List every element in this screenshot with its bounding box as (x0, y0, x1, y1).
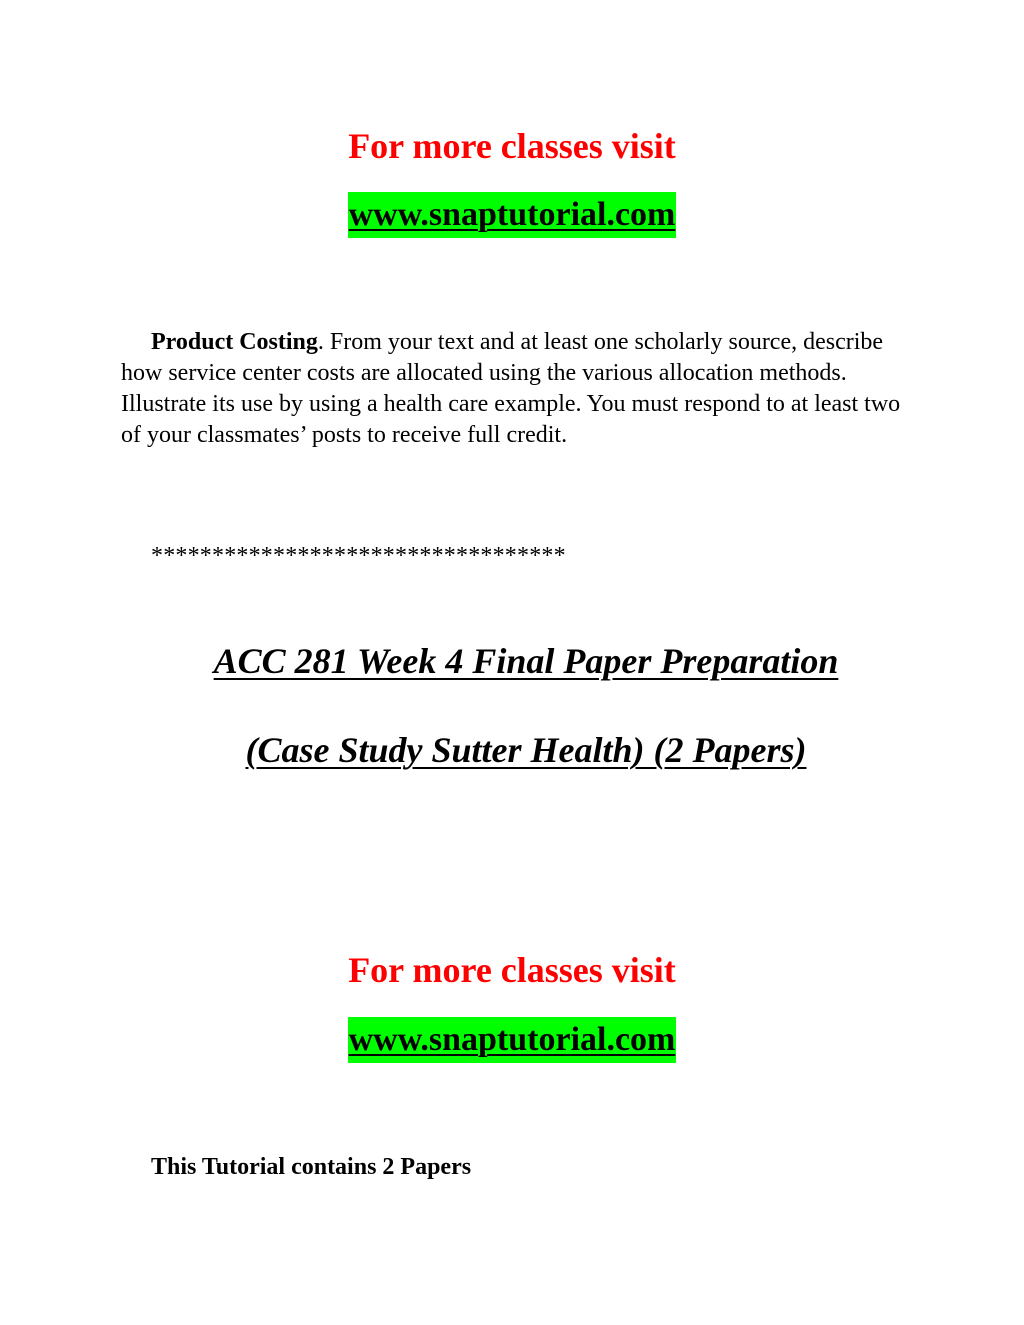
promo-heading-bottom: For more classes visit (348, 950, 676, 990)
course-title-line-1: ACC 281 Week 4 Final Paper Preparation (213, 641, 839, 681)
snaptutorial-link-bottom[interactable]: www.snaptutorial.com (348, 1017, 677, 1063)
product-costing-lead: Product Costing (151, 329, 318, 355)
product-costing-text: . From your text and at least one scholarly source, describe how service center costs are allocated using the various allocation methods. Illustrate its use by using a health care example. You must respond to at least two of your classmates’ posts to receive full credit. (121, 329, 901, 448)
promo-link-bottom-wrap (0, 1017, 1024, 1063)
product-costing-paragraph (121, 327, 911, 451)
promo-heading-top: For more classes visit (348, 126, 676, 166)
asterisk-separator: ********************************** (151, 543, 566, 569)
course-title-line-2: (Case Study Sutter Health) (2 Papers) (245, 730, 807, 770)
tutorial-contents-note: This Tutorial contains 2 Papers (151, 1154, 472, 1180)
snaptutorial-link-top[interactable]: www.snaptutorial.com (348, 192, 677, 238)
promo-link-top-wrap (0, 192, 1024, 238)
